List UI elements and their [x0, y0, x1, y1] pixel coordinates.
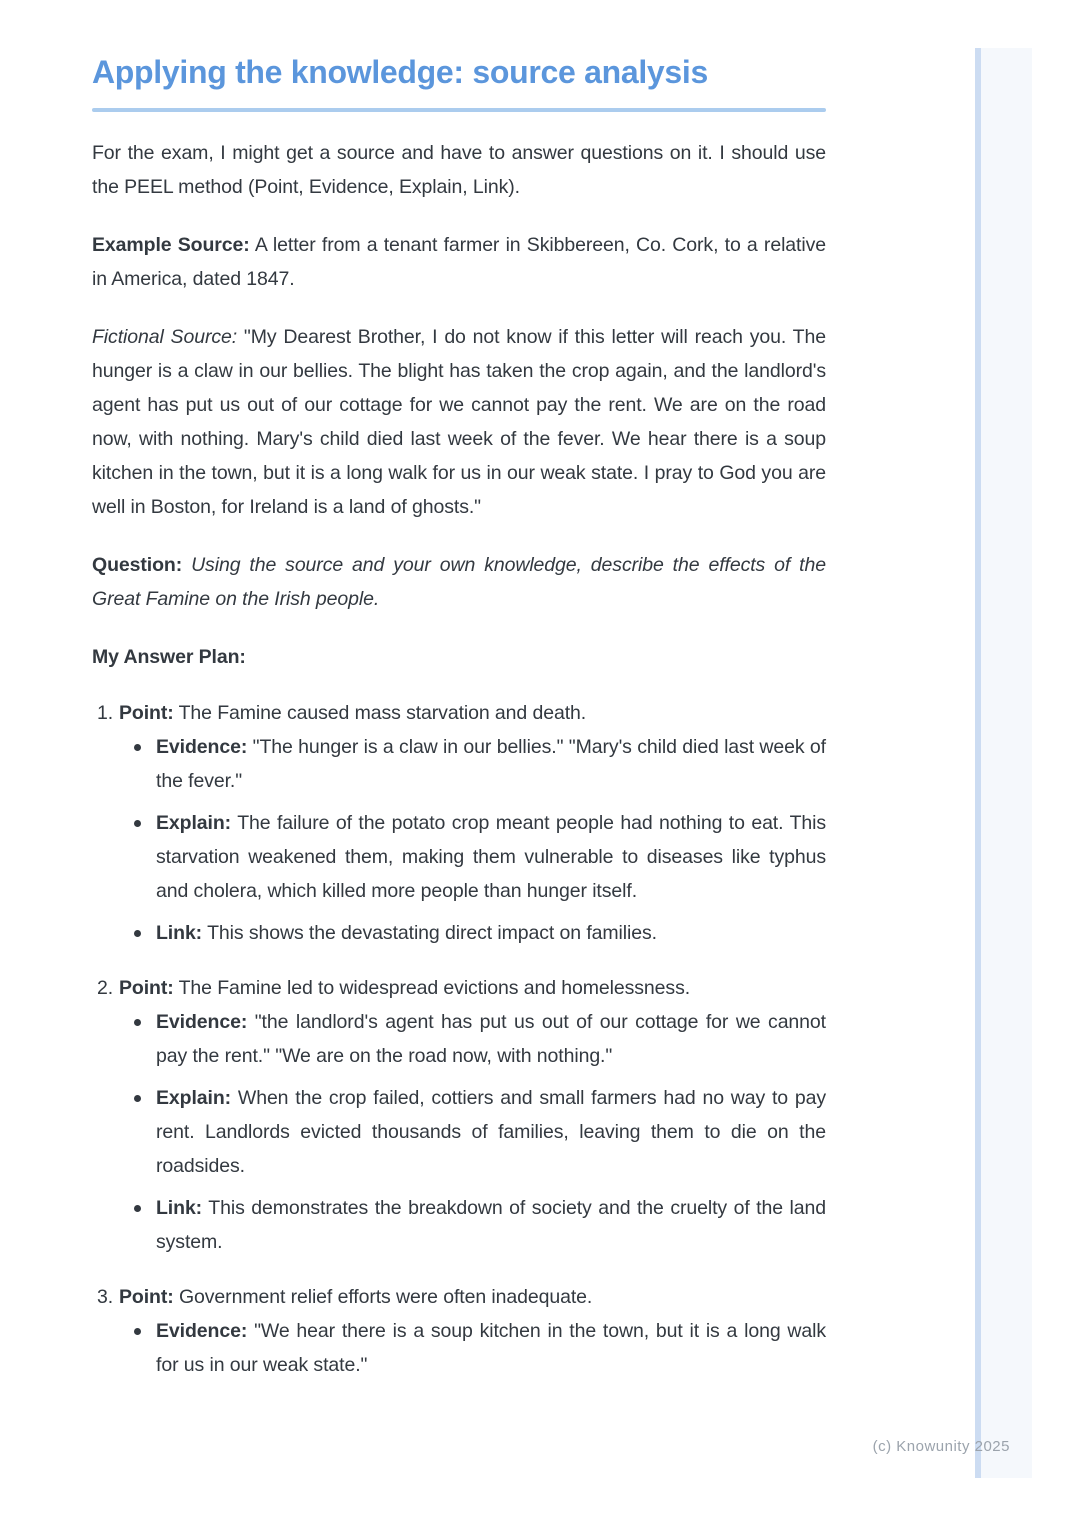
title-underline	[92, 108, 826, 112]
bullet-label: Link:	[156, 1197, 203, 1219]
point-label: Point:	[119, 977, 174, 999]
answer-plan-heading: My Answer Plan:	[92, 646, 246, 668]
plan-point-1	[92, 696, 826, 730]
plan-point-3	[92, 1280, 826, 1314]
question-label: Question:	[92, 554, 183, 576]
fictional-source-label: Fictional Source:	[92, 326, 238, 348]
point-label: Point:	[119, 702, 174, 724]
example-source-text: A letter from a tenant farmer in Skibbereen, Co. Cork, to a relative in America, dated 1847.	[92, 234, 826, 290]
fictional-source-text: "My Dearest Brother, I do not know if this letter will reach you. The hunger is a claw in our bellies. The blight has taken the crop again, and the landlord's agent has put us out of our cottage for we cannot pay the rent. We are on the road now, with nothing. Mary's child died last week of the fever. We hear there is a soup kitchen in the town, but it is a long walk for us in our weak state. I pray to God you are well in Boston, for Ireland is a land of ghosts."	[92, 326, 826, 518]
plan-item-3	[92, 1280, 826, 1382]
explain-bullet	[156, 1081, 826, 1183]
question-text: Using the source and your own knowledge, describe the effects of the Great Famine on the Irish people.	[92, 554, 826, 610]
link-bullet	[156, 916, 826, 950]
peel-list-2	[92, 1005, 826, 1259]
footer-copyright: (c) Knowunity 2025	[872, 1438, 1010, 1455]
point-text: Government relief efforts were often inadequate.	[178, 1286, 593, 1308]
bullet-label: Explain:	[156, 812, 232, 834]
bullet-label: Evidence:	[156, 1011, 248, 1033]
item-number: 1.	[97, 702, 114, 724]
side-accent-bar	[975, 48, 1032, 1478]
peel-list-1	[92, 730, 826, 950]
point-label: Point:	[119, 1286, 174, 1308]
question-paragraph	[92, 548, 826, 616]
point-text: The Famine caused mass starvation and death.	[178, 702, 587, 724]
fictional-source-paragraph	[92, 320, 826, 524]
bullet-label: Evidence:	[156, 1320, 248, 1342]
bullet-text: "the landlord's agent has put us out of our cottage for we cannot pay the rent." "We are on the road now, with nothing."	[156, 1011, 826, 1067]
evidence-bullet	[156, 1005, 826, 1073]
plan-item-1	[92, 696, 826, 950]
item-number: 2.	[97, 977, 114, 999]
bullet-label: Link:	[156, 922, 203, 944]
page-title: Applying the knowledge: source analysis	[92, 54, 709, 90]
example-source-label: Example Source:	[92, 234, 250, 256]
bullet-text: "We hear there is a soup kitchen in the town, but it is a long walk for us in our weak state."	[156, 1320, 826, 1376]
bullet-label: Explain:	[156, 1087, 232, 1109]
bullet-text: This demonstrates the breakdown of society and the cruelty of the land system.	[156, 1197, 826, 1253]
evidence-bullet	[156, 730, 826, 798]
example-source-paragraph	[92, 228, 826, 296]
bullet-label: Evidence:	[156, 736, 248, 758]
bullet-text: The failure of the potato crop meant people had nothing to eat. This starvation weakened them, making them vulnerable to diseases like typhus and cholera, which killed more people than hunger itself.	[156, 812, 827, 902]
bullet-text: This shows the devastating direct impact on families.	[207, 922, 657, 944]
evidence-bullet	[156, 1314, 826, 1382]
intro-text: For the exam, I might get a source and have to answer questions on it. I should use the PEEL method (Point, Evidence, Explain, Link).	[92, 142, 826, 198]
link-bullet	[156, 1191, 826, 1259]
plan-item-2	[92, 971, 826, 1259]
answer-plan-list	[92, 696, 826, 1382]
item-number: 3.	[97, 1286, 114, 1308]
intro-paragraph	[92, 136, 826, 204]
peel-list-3	[92, 1314, 826, 1382]
plan-point-2	[92, 971, 826, 1005]
explain-bullet	[156, 806, 826, 908]
bullet-text: "The hunger is a claw in our bellies." "Mary's child died last week of the fever."	[156, 736, 826, 792]
point-text: The Famine led to widespread evictions and homelessness.	[178, 977, 691, 999]
bullet-text: When the crop failed, cottiers and small farmers had no way to pay rent. Landlords evicted thousands of families, leaving them to die on the roadsides.	[156, 1087, 826, 1177]
document-content	[92, 0, 826, 1382]
